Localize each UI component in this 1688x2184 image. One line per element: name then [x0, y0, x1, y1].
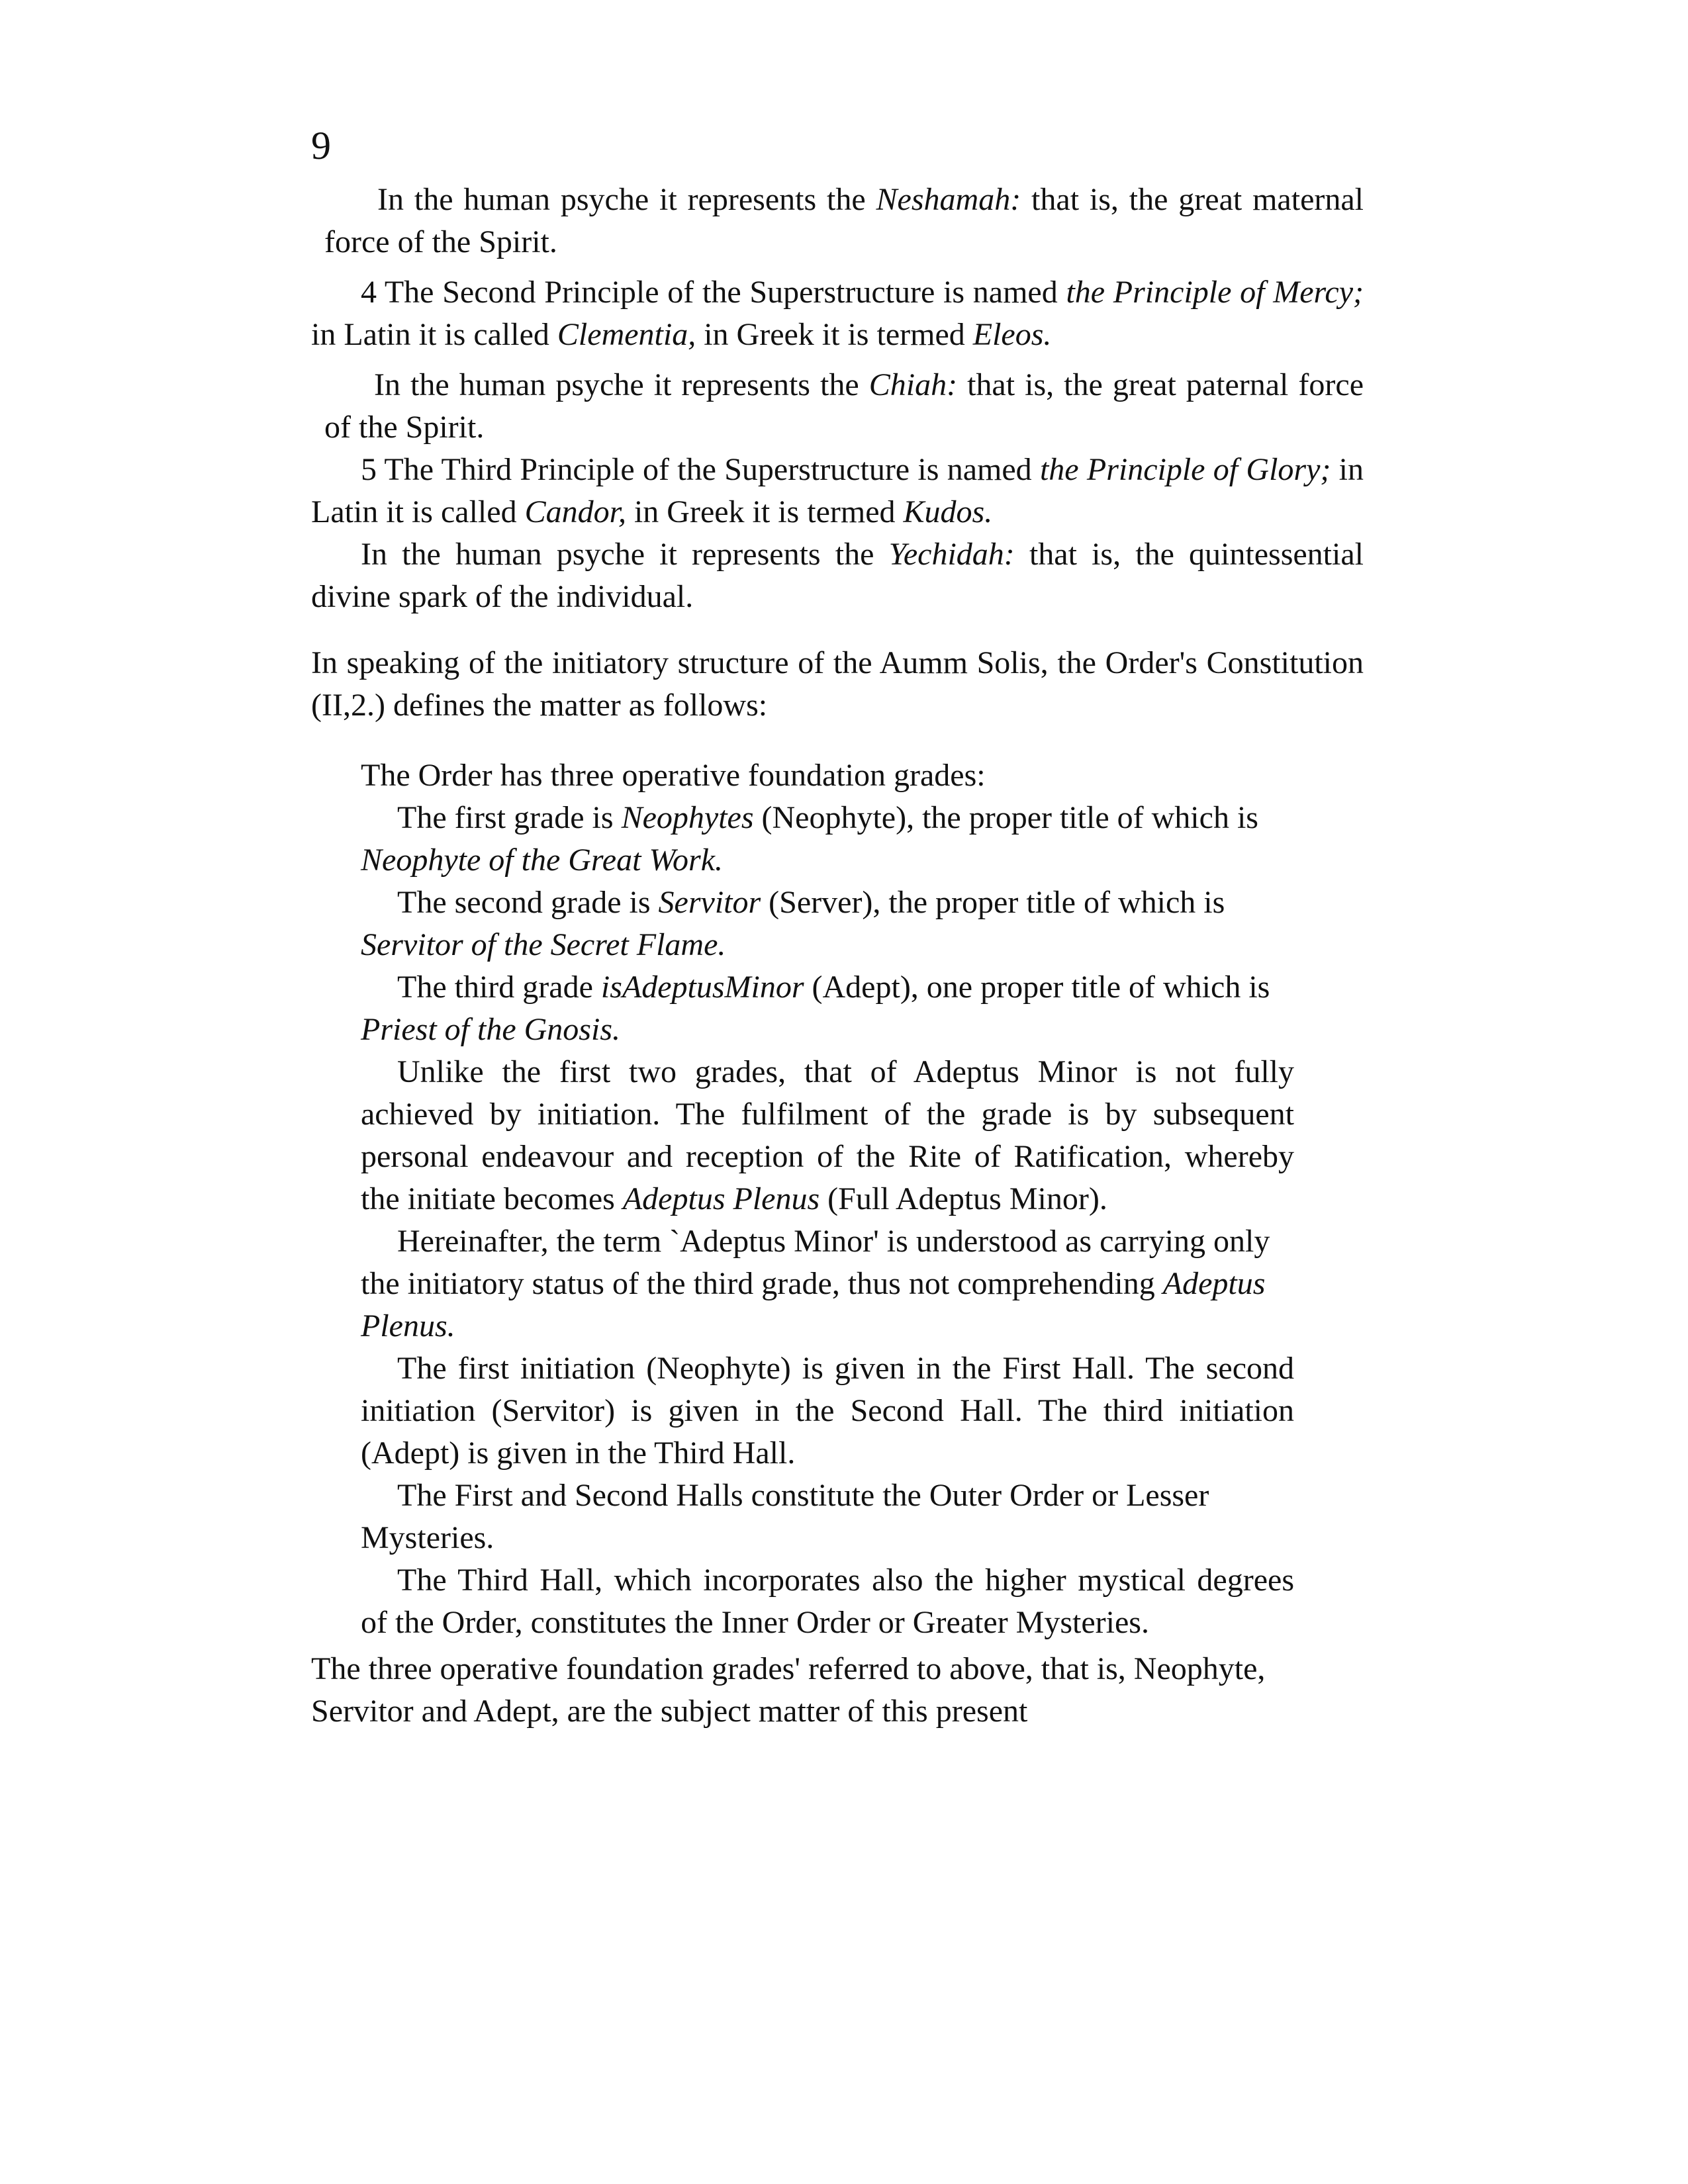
constitution-intro-paragraph: In speaking of the initiatory structure of the Aumm Solis, the Order's Constitution (II,2.) defines the matter as follows: [311, 645, 1364, 723]
hereinafter-paragraph [361, 1220, 1294, 1347]
neshamah-paragraph [311, 179, 1364, 263]
italic-term: Adeptus Plenus. [361, 1266, 1266, 1343]
yechidah-paragraph [311, 533, 1364, 618]
grades-intro: The Order has three operative foundation grades: [361, 758, 986, 793]
text-run: (Server), the proper title of which is [761, 885, 1225, 920]
text-run: (Full Adeptus Minor). [820, 1181, 1107, 1216]
initiations-paragraph: The first initiation (Neophyte) is given in the First Hall. The second initiation (Servitor) is given in the Second Hall. The third initiation (Adept) is given in the Third Hall. [361, 1351, 1294, 1471]
text-run: (Neophyte), the proper title of which is [753, 800, 1258, 835]
text-run: In the human psyche it represents the [377, 182, 876, 217]
italic-term: Chiah: [868, 367, 958, 402]
text-run: in Latin it is called [311, 452, 1364, 529]
grade-neophyte [361, 797, 1294, 882]
text-run: 5 The Third Principle of the Superstructure is named [361, 452, 1040, 487]
principles-section [311, 179, 1364, 618]
italic-term: Servitor [658, 885, 761, 920]
italic-term: Priest of the Gnosis. [361, 1012, 620, 1047]
text-run: Unlike the first two grades, that of Adeptus Minor is not fully achieved by initiation. The fulfilment of the grade is by subsequent personal endeavour and reception of the Rite of Ratification, whereby the initiate becomes [361, 1054, 1294, 1216]
constitution-quote [361, 754, 1294, 1644]
text-run: The second grade is [397, 885, 659, 920]
italic-term: Neshamah: [876, 182, 1021, 217]
constitution-intro [311, 642, 1364, 727]
text-run: in Greek it is termed [626, 494, 904, 529]
text-run: (Adept), one proper title of which is [804, 970, 1270, 1005]
text-run: that is, the great maternal force of the Spirit. [324, 182, 1364, 259]
text-run: in Latin it is called [311, 317, 557, 352]
chiah-paragraph [311, 364, 1364, 449]
text-run: that is, the quintessential divine spark of the individual. [311, 537, 1364, 614]
italic-term: Adeptus Plenus [622, 1181, 820, 1216]
text-run: in Greek it is termed [696, 317, 973, 352]
italic-term: the Principle of Mercy; [1066, 275, 1364, 310]
text-run: In the human psyche it represents the [361, 537, 889, 572]
italic-term: the Principle of Glory; [1039, 452, 1331, 487]
text-run: that is, the great paternal force of the Spirit. [324, 367, 1364, 445]
italic-term: Eleos. [972, 317, 1052, 352]
text-run: Hereinafter, the term `Adeptus Minor' is understood as carrying only the initiatory status of the third grade, thus not comprehending [361, 1224, 1270, 1301]
text-run: In the human psyche it represents the [374, 367, 869, 402]
third-principle-paragraph [311, 449, 1364, 533]
grade-adept [361, 966, 1294, 1051]
outer-order-paragraph: The First and Second Halls constitute the Outer Order or Lesser Mysteries. [361, 1478, 1209, 1555]
italic-term: Clementia, [557, 317, 696, 352]
italic-term: Candor, [524, 494, 626, 529]
adeptus-minor-paragraph [361, 1051, 1294, 1220]
text-run: The third grade [397, 970, 601, 1005]
text-run: The first grade is [397, 800, 622, 835]
italic-term: Kudos. [903, 494, 993, 529]
inner-order-paragraph: The Third Hall, which incorporates also the higher mystical degrees of the Order, constitutes the Inner Order or Greater Mysteries. [361, 1563, 1294, 1640]
italic-term: Servitor of the Secret Flame. [361, 927, 726, 962]
second-principle-paragraph [311, 271, 1364, 356]
italic-term: isAdeptusMinor [600, 970, 804, 1005]
italic-term: Neophytes [621, 800, 754, 835]
italic-term: Neophyte of the Great Work. [361, 842, 724, 878]
italic-term: Yechidah: [888, 537, 1015, 572]
grade-servitor [361, 882, 1294, 966]
page-number: 9 [311, 124, 331, 167]
closing-paragraph: The three operative foundation grades' referred to above, that is, Neophyte, Servitor and Adept, are the subject matter of this present [311, 1651, 1266, 1729]
text-run: 4 The Second Principle of the Superstructure is named [361, 275, 1066, 310]
closing-section [311, 1648, 1364, 1733]
